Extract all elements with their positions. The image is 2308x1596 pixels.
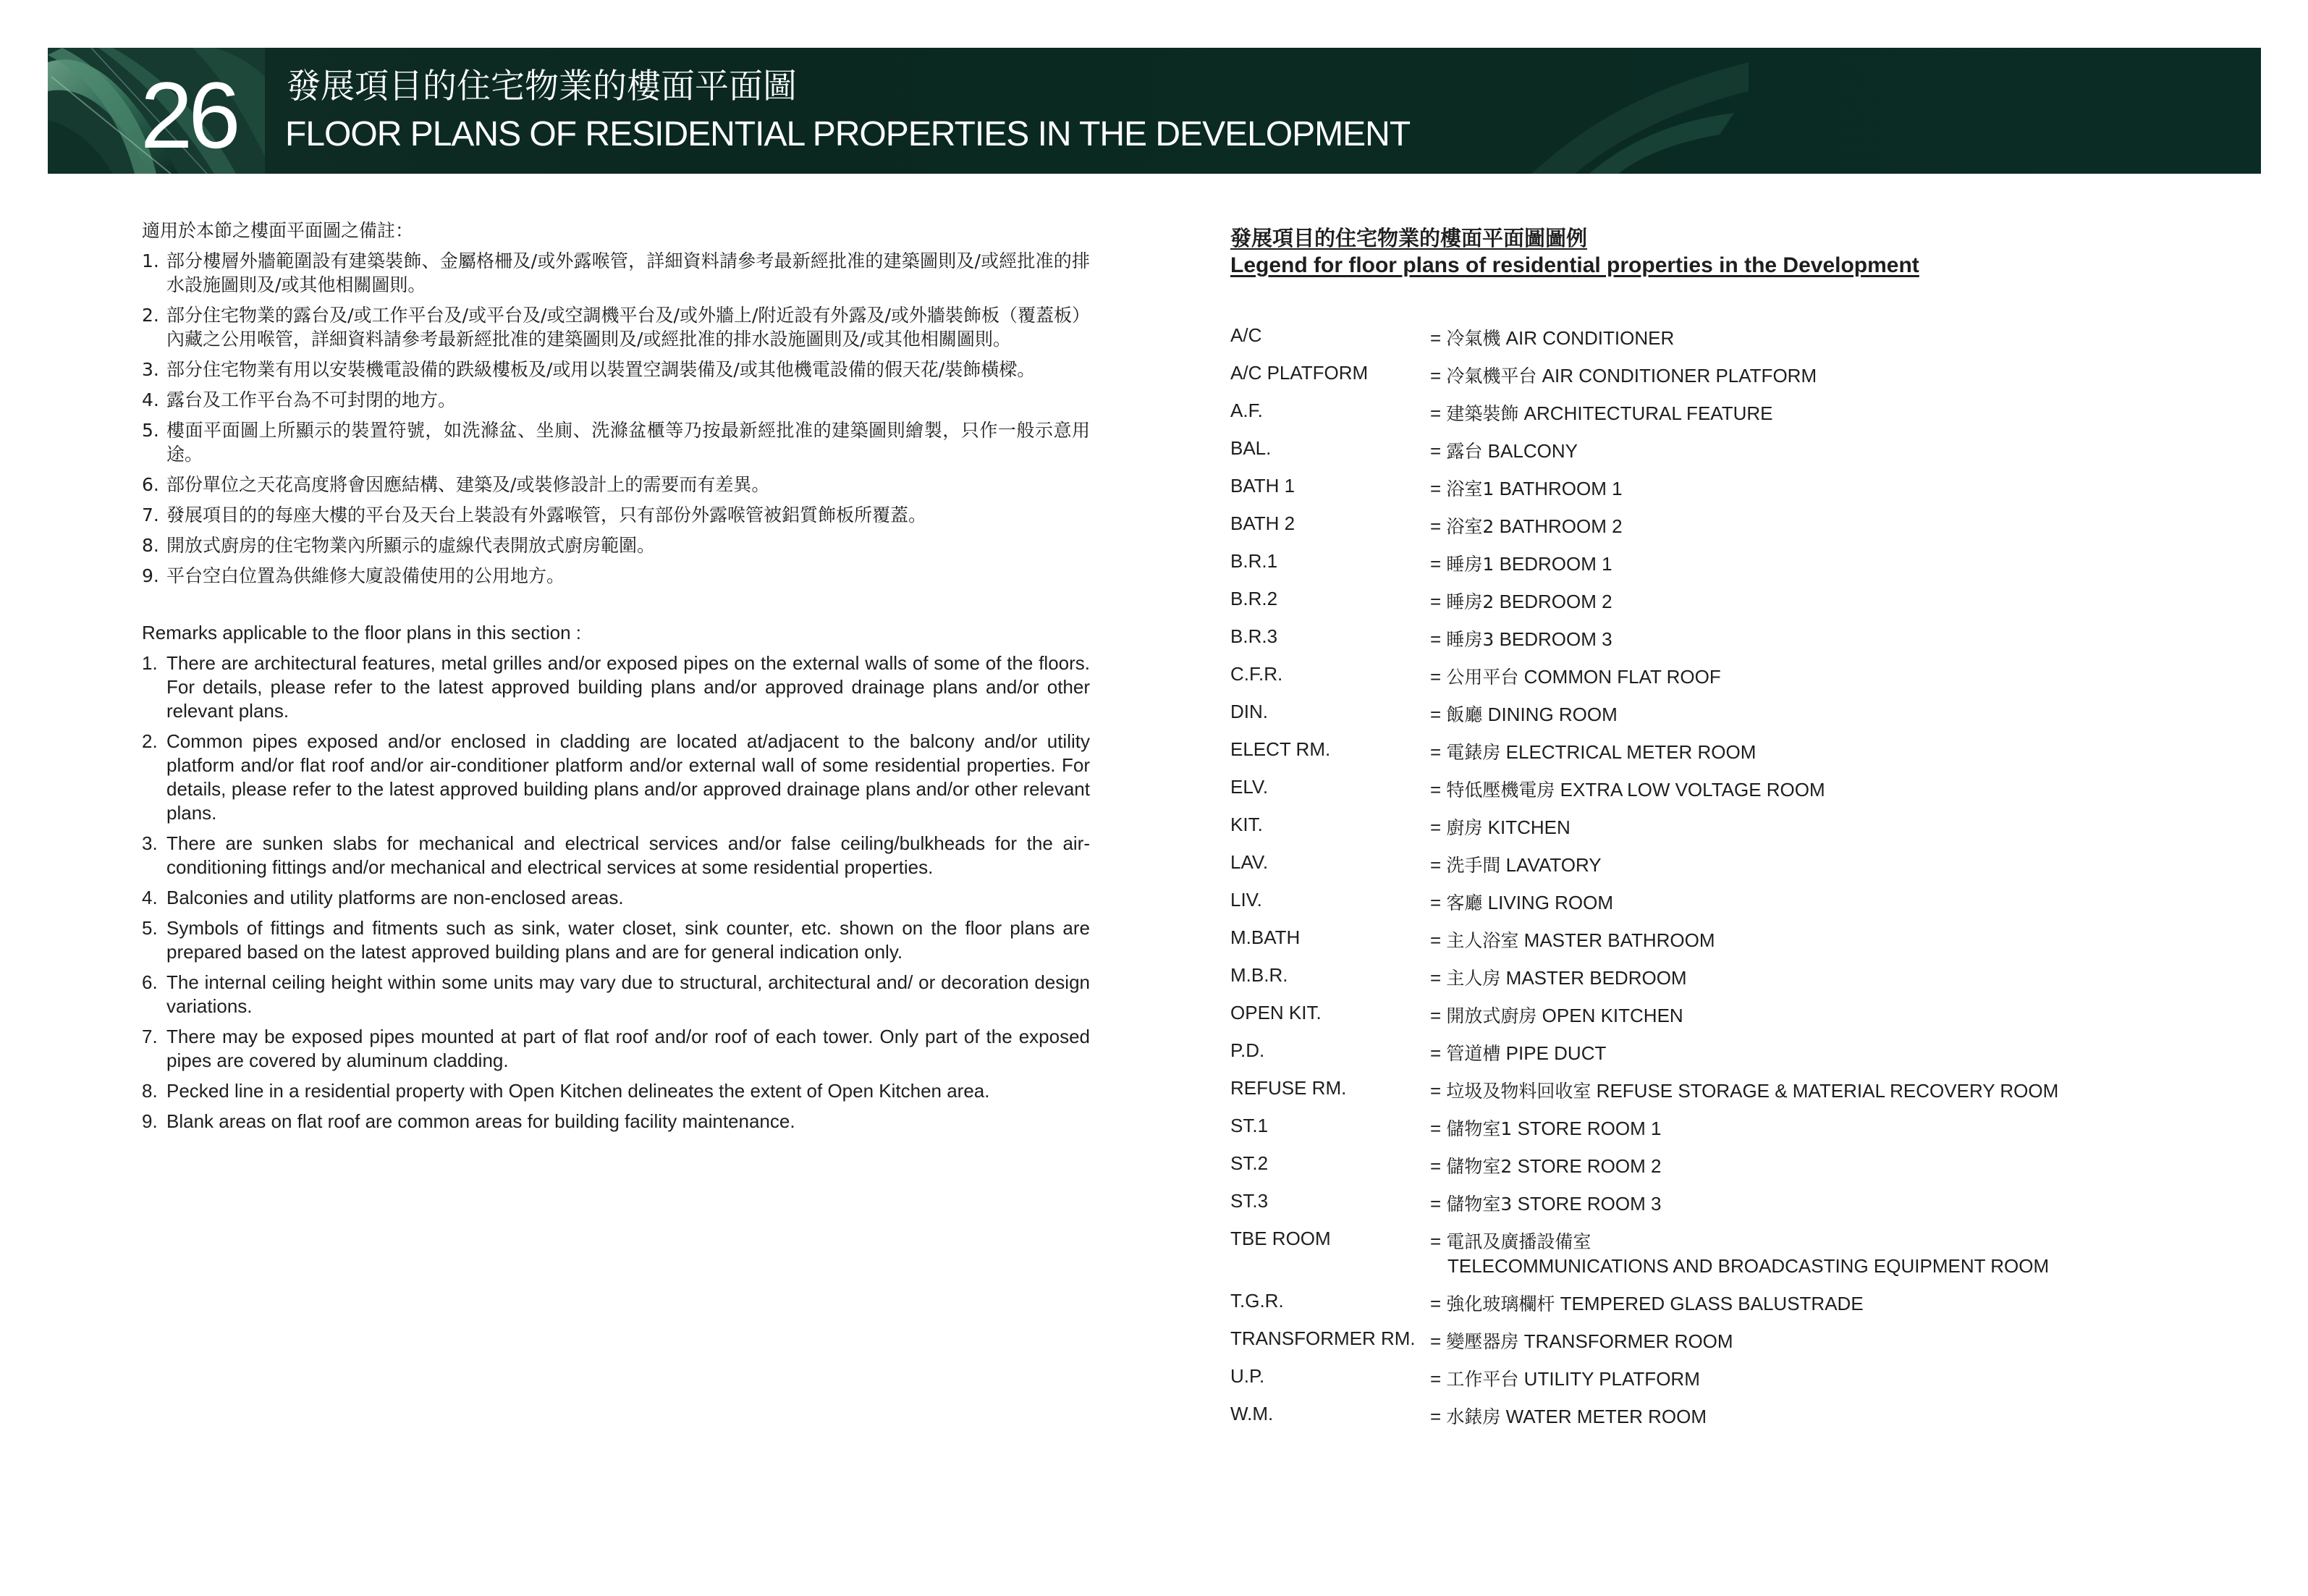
legend-abbreviation: OPEN KIT.: [1230, 1002, 1322, 1023]
legend-term-zh: 浴室1: [1446, 478, 1495, 499]
list-item: [142, 651, 1090, 723]
item-text: Symbols of fittings and fitments such as sink, water closet, sink counter, etc. shown on the floor plans are prepared based on the latest approved building plans and are for general indication only.: [166, 917, 1090, 963]
legend-term-en: ARCHITECTURAL FEATURE: [1523, 402, 1773, 424]
item-number: 5.: [142, 420, 159, 441]
legend-term-zh: 儲物室2: [1446, 1156, 1513, 1177]
legend-definition: [1430, 588, 1612, 614]
legend-term-en: MASTER BEDROOM: [1505, 967, 1687, 989]
legend-term-en: BATHROOM 1: [1499, 478, 1623, 499]
item-number: 6.: [142, 971, 158, 993]
item-number: 8.: [142, 1080, 158, 1102]
legend-abbreviation: B.R.2: [1230, 588, 1278, 609]
legend-term-en: BATHROOM 2: [1499, 515, 1623, 537]
header-banner: [48, 48, 2261, 174]
legend-term-zh: 垃圾及物料回收室: [1446, 1081, 1591, 1102]
page-number: 26: [140, 62, 237, 168]
legend-term-en: STORE ROOM 3: [1517, 1193, 1662, 1215]
list-item: [142, 886, 1090, 910]
legend-term-en: KITCHEN: [1487, 816, 1571, 838]
item-text: 部分樓層外牆範圍設有建築裝飾、金屬格柵及/或外露喉管，詳細資料請參考最新經批准的建築圖則及/或經批准的排水設施圖則及/或其他相關圖則。: [166, 250, 1090, 295]
remarks-zh-list: [142, 249, 1090, 588]
legend-term-en: ELECTRICAL METER ROOM: [1505, 741, 1757, 763]
equals-sign: =: [1430, 666, 1447, 688]
item-number: 7.: [142, 504, 159, 525]
legend-definition: [1430, 1327, 1733, 1354]
legend-abbreviation: TRANSFORMER RM.: [1230, 1327, 1416, 1349]
equals-sign: =: [1430, 1193, 1447, 1215]
legend-definition: [1430, 550, 1612, 576]
item-text: There are architectural features, metal grilles and/or exposed pipes on the external walls of some of the floors. For details, please refer to the latest approved building plans and/or approved drainage plans and/or other relevant plans.: [166, 652, 1090, 722]
legend-definition: [1430, 1403, 1707, 1429]
legend-term-en: UTILITY PLATFORM: [1523, 1368, 1700, 1390]
equals-sign: =: [1430, 365, 1447, 387]
legend-abbreviation: M.BATH: [1230, 926, 1301, 948]
item-number: 5.: [142, 917, 158, 939]
legend-term-zh: 電訊及廣播設備室: [1446, 1231, 1591, 1252]
item-text: Balconies and utility platforms are non-enclosed areas.: [166, 887, 624, 908]
legend-definition: [1430, 1077, 2058, 1103]
legend-term-en: EXTRA LOW VOLTAGE ROOM: [1560, 779, 1825, 801]
legend-abbreviation: BAL.: [1230, 437, 1272, 459]
legend-abbreviation: KIT.: [1230, 814, 1263, 835]
equals-sign: =: [1430, 854, 1447, 876]
legend-definition: [1430, 926, 1715, 953]
legend-abbreviation: B.R.3: [1230, 625, 1278, 647]
legend-definition: [1430, 1039, 1606, 1065]
list-item: [142, 358, 1090, 381]
legend-definition: [1430, 776, 1825, 802]
legend-abbreviation: ST.1: [1230, 1115, 1269, 1136]
legend-term-zh: 露台: [1446, 441, 1483, 462]
list-item: [142, 473, 1090, 497]
legend-definition: [1430, 663, 1721, 689]
list-item: [142, 564, 1090, 588]
legend-term-zh: 儲物室3: [1446, 1194, 1513, 1215]
legend-abbreviation: LIV.: [1230, 889, 1262, 911]
legend-definition: [1430, 362, 1817, 388]
legend-title-zh: 發展項目的住宅物業的樓面平面圖圖例: [1230, 226, 1588, 250]
legend-definition: [1430, 701, 1618, 727]
equals-sign: =: [1430, 816, 1447, 838]
equals-sign: =: [1430, 1406, 1447, 1427]
legend-term-zh: 廚房: [1446, 817, 1483, 838]
equals-sign: =: [1430, 591, 1447, 612]
legend-term-en: STORE ROOM 2: [1517, 1155, 1662, 1177]
equals-sign: =: [1430, 741, 1447, 763]
list-item: [142, 916, 1090, 964]
legend-title-en: Legend for floor plans of residential properties in the Development: [1230, 253, 1919, 277]
legend-definition: [1430, 1228, 2049, 1278]
item-text: Pecked line in a residential property with Open Kitchen delineates the extent of Open Kitchen area.: [166, 1080, 990, 1102]
legend-definition: [1430, 1190, 1661, 1216]
legend-term-zh: 睡房2: [1446, 591, 1495, 612]
legend-term-en: BALCONY: [1487, 440, 1578, 462]
legend-term-en: PIPE DUCT: [1505, 1042, 1607, 1064]
item-text: 露台及工作平台為不可封閉的地方。: [166, 389, 457, 410]
legend-abbreviation: ST.3: [1230, 1190, 1269, 1212]
legend-term-en: TEMPERED GLASS BALUSTRADE: [1560, 1293, 1864, 1314]
list-item: [142, 1110, 1090, 1133]
equals-sign: =: [1430, 515, 1447, 537]
list-item: [142, 303, 1090, 351]
item-text: Blank areas on flat roof are common areas for building facility maintenance.: [166, 1110, 795, 1132]
equals-sign: =: [1430, 1005, 1447, 1026]
item-text: 樓面平面圖上所顯示的裝置符號，如洗滌盆、坐廁、洗滌盆櫃等乃按最新經批准的建築圖則繪製，只作一般示意用途。: [166, 420, 1090, 465]
equals-sign: =: [1430, 892, 1447, 913]
equals-sign: =: [1430, 704, 1447, 725]
item-text: There may be exposed pipes mounted at part of flat roof and/or roof of each tower. Only part of the exposed pipes are covered by aluminum cladding.: [166, 1026, 1090, 1071]
item-number: 2.: [142, 305, 159, 326]
equals-sign: =: [1430, 1230, 1447, 1252]
item-number: 8.: [142, 535, 159, 556]
legend-term-zh: 客廳: [1446, 892, 1483, 913]
legend-abbreviation: M.B.R.: [1230, 964, 1288, 986]
page-title-en: FLOOR PLANS OF RESIDENTIAL PROPERTIES IN THE DEVELOPMENT: [285, 115, 1411, 153]
legend-term-zh: 睡房1: [1446, 554, 1495, 575]
item-number: 1.: [142, 250, 159, 271]
legend-term-zh: 變壓器房: [1446, 1331, 1519, 1352]
equals-sign: =: [1430, 1155, 1447, 1177]
legend-term-zh: 洗手間: [1446, 855, 1501, 876]
item-text: 發展項目的的每座大樓的平台及天台上裝設有外露喉管，只有部份外露喉管被鋁質飾板所覆蓋。: [166, 504, 927, 525]
legend-abbreviation: ST.2: [1230, 1152, 1269, 1174]
legend-term-en: MASTER BATHROOM: [1523, 929, 1715, 951]
item-text: 部分住宅物業有用以安裝機電設備的跌級樓板及/或用以裝置空調裝備及/或其他機電設備的假天花/裝飾橫樑。: [166, 359, 1036, 380]
legend-abbreviation: A.F.: [1230, 400, 1263, 421]
legend-term-en: TELECOMMUNICATIONS AND BROADCASTING EQUIPMENT ROOM: [1447, 1255, 2050, 1277]
legend-definition: [1430, 625, 1612, 651]
equals-sign: =: [1430, 478, 1447, 499]
remarks-column: [142, 219, 1090, 1140]
list-item: [142, 249, 1090, 297]
remarks-zh-section: [142, 219, 1090, 588]
list-item: [142, 971, 1090, 1018]
item-text: The internal ceiling height within some units may vary due to structural, architectural and/ or decoration design variations.: [166, 971, 1090, 1017]
remarks-en-list: [142, 651, 1090, 1133]
legend-term-zh: 飯廳: [1446, 704, 1483, 725]
legend-abbreviation: C.F.R.: [1230, 663, 1283, 685]
legend-term-zh: 工作平台: [1446, 1369, 1519, 1390]
legend-term-zh: 公用平台: [1446, 667, 1519, 688]
legend-abbreviation: P.D.: [1230, 1039, 1265, 1061]
equals-sign: =: [1430, 1293, 1447, 1314]
item-text: 部份單位之天花高度將會因應結構、建築及/或裝修設計上的需要而有差異。: [166, 474, 770, 495]
equals-sign: =: [1430, 1042, 1447, 1064]
legend-abbreviation: A/C: [1230, 324, 1262, 346]
item-text: 開放式廚房的住宅物業內所顯示的虛線代表開放式廚房範圍。: [166, 535, 656, 556]
legend-definition: [1430, 1115, 1661, 1141]
legend-term-en: LIVING ROOM: [1487, 892, 1614, 913]
legend-term-en: COMMON FLAT ROOF: [1523, 666, 1721, 688]
item-number: 4.: [142, 887, 158, 908]
list-item: [142, 418, 1090, 466]
item-text: There are sunken slabs for mechanical and electrical services and/or false ceiling/bulkheads for the air-conditioning fittings and/or mechanical and electrical services at some residential properties.: [166, 832, 1090, 878]
legend-term-zh: 主人房: [1446, 968, 1501, 989]
legend-term-zh: 管道槽: [1446, 1043, 1501, 1064]
equals-sign: =: [1430, 1368, 1447, 1390]
item-number: 3.: [142, 832, 158, 854]
remarks-en-heading: Remarks applicable to the floor plans in this section :: [142, 622, 581, 643]
legend-abbreviation: B.R.1: [1230, 550, 1278, 572]
remarks-zh-heading: 適用於本節之樓面平面圖之備註：: [142, 220, 414, 241]
list-item: [142, 533, 1090, 557]
legend-term-en: STORE ROOM 1: [1517, 1118, 1662, 1139]
legend-heading: [1230, 224, 1919, 279]
legend-term-en: BEDROOM 1: [1499, 553, 1612, 575]
legend-term-zh: 強化玻璃欄杆: [1446, 1293, 1555, 1314]
legend-term-zh: 冷氣機平台: [1446, 366, 1537, 387]
legend-term-zh: 建築裝飾: [1446, 403, 1519, 424]
item-number: 2.: [142, 730, 158, 752]
legend-abbreviation: DIN.: [1230, 701, 1268, 722]
legend-definition: [1430, 964, 1687, 990]
item-number: 1.: [142, 652, 158, 674]
legend-abbreviation: BATH 1: [1230, 475, 1295, 497]
equals-sign: =: [1430, 327, 1447, 349]
legend-abbreviation: TBE ROOM: [1230, 1228, 1331, 1249]
legend-definition: [1430, 1152, 1661, 1178]
legend-term-zh: 儲物室1: [1446, 1118, 1513, 1139]
item-number: 7.: [142, 1026, 158, 1047]
legend-definition: [1430, 400, 1772, 426]
legend-abbreviation: W.M.: [1230, 1403, 1274, 1424]
legend-term-zh: 開放式廚房: [1446, 1005, 1537, 1026]
item-text: 平台空白位置為供維修大廈設備使用的公用地方。: [166, 565, 565, 586]
equals-sign: =: [1430, 1118, 1447, 1139]
legend-term-en: AIR CONDITIONER PLATFORM: [1542, 365, 1817, 387]
item-number: 9.: [142, 1110, 158, 1132]
legend-definition: [1430, 437, 1578, 463]
legend-term-zh: 特低壓機電房: [1446, 780, 1555, 801]
equals-sign: =: [1430, 402, 1447, 424]
legend-definition: [1430, 889, 1613, 915]
equals-sign: =: [1430, 967, 1447, 989]
legend-definition: [1430, 1002, 1683, 1028]
leaf-shadow-decoration-icon: [1531, 48, 1749, 174]
item-text: Common pipes exposed and/or enclosed in cladding are located at/adjacent to the balcony and/or utility platform and/or flat roof and/or air-conditioner platform and/or external wall of some residential properties. For details, please refer to the latest approved building plans and/or approved drainage plans and/or other relevant plans.: [166, 730, 1090, 824]
item-number: 6.: [142, 474, 159, 495]
legend-abbreviation: U.P.: [1230, 1365, 1265, 1387]
legend-term-en: WATER METER ROOM: [1505, 1406, 1707, 1427]
page-title-zh: 發展項目的住宅物業的樓面平面圖: [287, 67, 797, 106]
legend-definition: [1430, 512, 1623, 539]
equals-sign: =: [1430, 929, 1447, 951]
legend-abbreviation: BATH 2: [1230, 512, 1295, 534]
legend-term-zh: 冷氣機: [1446, 328, 1501, 349]
legend-definition: [1430, 851, 1602, 877]
legend-term-zh: 水錶房: [1446, 1406, 1501, 1427]
legend-term-zh: 主人浴室: [1446, 930, 1519, 951]
legend-abbreviation: ELV.: [1230, 776, 1269, 798]
legend-definition: [1430, 324, 1674, 350]
list-item: [142, 832, 1090, 879]
legend-definition: [1430, 1290, 1864, 1316]
list-item: [142, 1079, 1090, 1103]
legend-term-zh: 電錶房: [1446, 742, 1501, 763]
legend-term-zh: 浴室2: [1446, 516, 1495, 537]
equals-sign: =: [1430, 440, 1447, 462]
item-number: 4.: [142, 389, 159, 410]
item-number: 9.: [142, 565, 159, 586]
legend-term-zh: 睡房3: [1446, 629, 1495, 650]
legend-abbreviation: T.G.R.: [1230, 1290, 1284, 1312]
legend-definition: [1430, 475, 1623, 501]
equals-sign: =: [1430, 1330, 1447, 1352]
equals-sign: =: [1430, 1080, 1447, 1102]
item-text: 部分住宅物業的露台及/或工作平台及/或平台及/或空調機平台及/或外牆上/附近設有外露及/或外牆裝飾板（覆蓋板）內藏之公用喉管，詳細資料請參考最新經批准的建築圖則及/或經批准的排水設施圖則及/或其他相關圖則。: [166, 305, 1090, 350]
legend-term-en: BEDROOM 2: [1499, 591, 1612, 612]
legend-abbreviation: REFUSE RM.: [1230, 1077, 1347, 1099]
legend-definition: [1430, 814, 1571, 840]
equals-sign: =: [1430, 628, 1447, 650]
list-item: [142, 388, 1090, 412]
item-number: 3.: [142, 359, 159, 380]
legend-abbreviation: LAV.: [1230, 851, 1269, 873]
legend-term-en: REFUSE STORAGE & MATERIAL RECOVERY ROOM: [1596, 1080, 2059, 1102]
remarks-en-section: [142, 621, 1090, 1133]
legend-definition: [1430, 738, 1756, 764]
legend-term-en: TRANSFORMER ROOM: [1523, 1330, 1733, 1352]
legend-term-en: OPEN KITCHEN: [1542, 1005, 1683, 1026]
equals-sign: =: [1430, 553, 1447, 575]
list-item: [142, 1025, 1090, 1073]
list-item: [142, 503, 1090, 527]
legend-abbreviation: ELECT RM.: [1230, 738, 1331, 760]
list-item: [142, 730, 1090, 825]
legend-definition: [1430, 1365, 1700, 1391]
legend-term-en: BEDROOM 3: [1499, 628, 1612, 650]
legend-abbreviation: A/C PLATFORM: [1230, 362, 1369, 384]
legend-term-en: LAVATORY: [1505, 854, 1602, 876]
legend-term-en: DINING ROOM: [1487, 704, 1618, 725]
equals-sign: =: [1430, 779, 1447, 801]
legend-term-en: AIR CONDITIONER: [1505, 327, 1675, 349]
